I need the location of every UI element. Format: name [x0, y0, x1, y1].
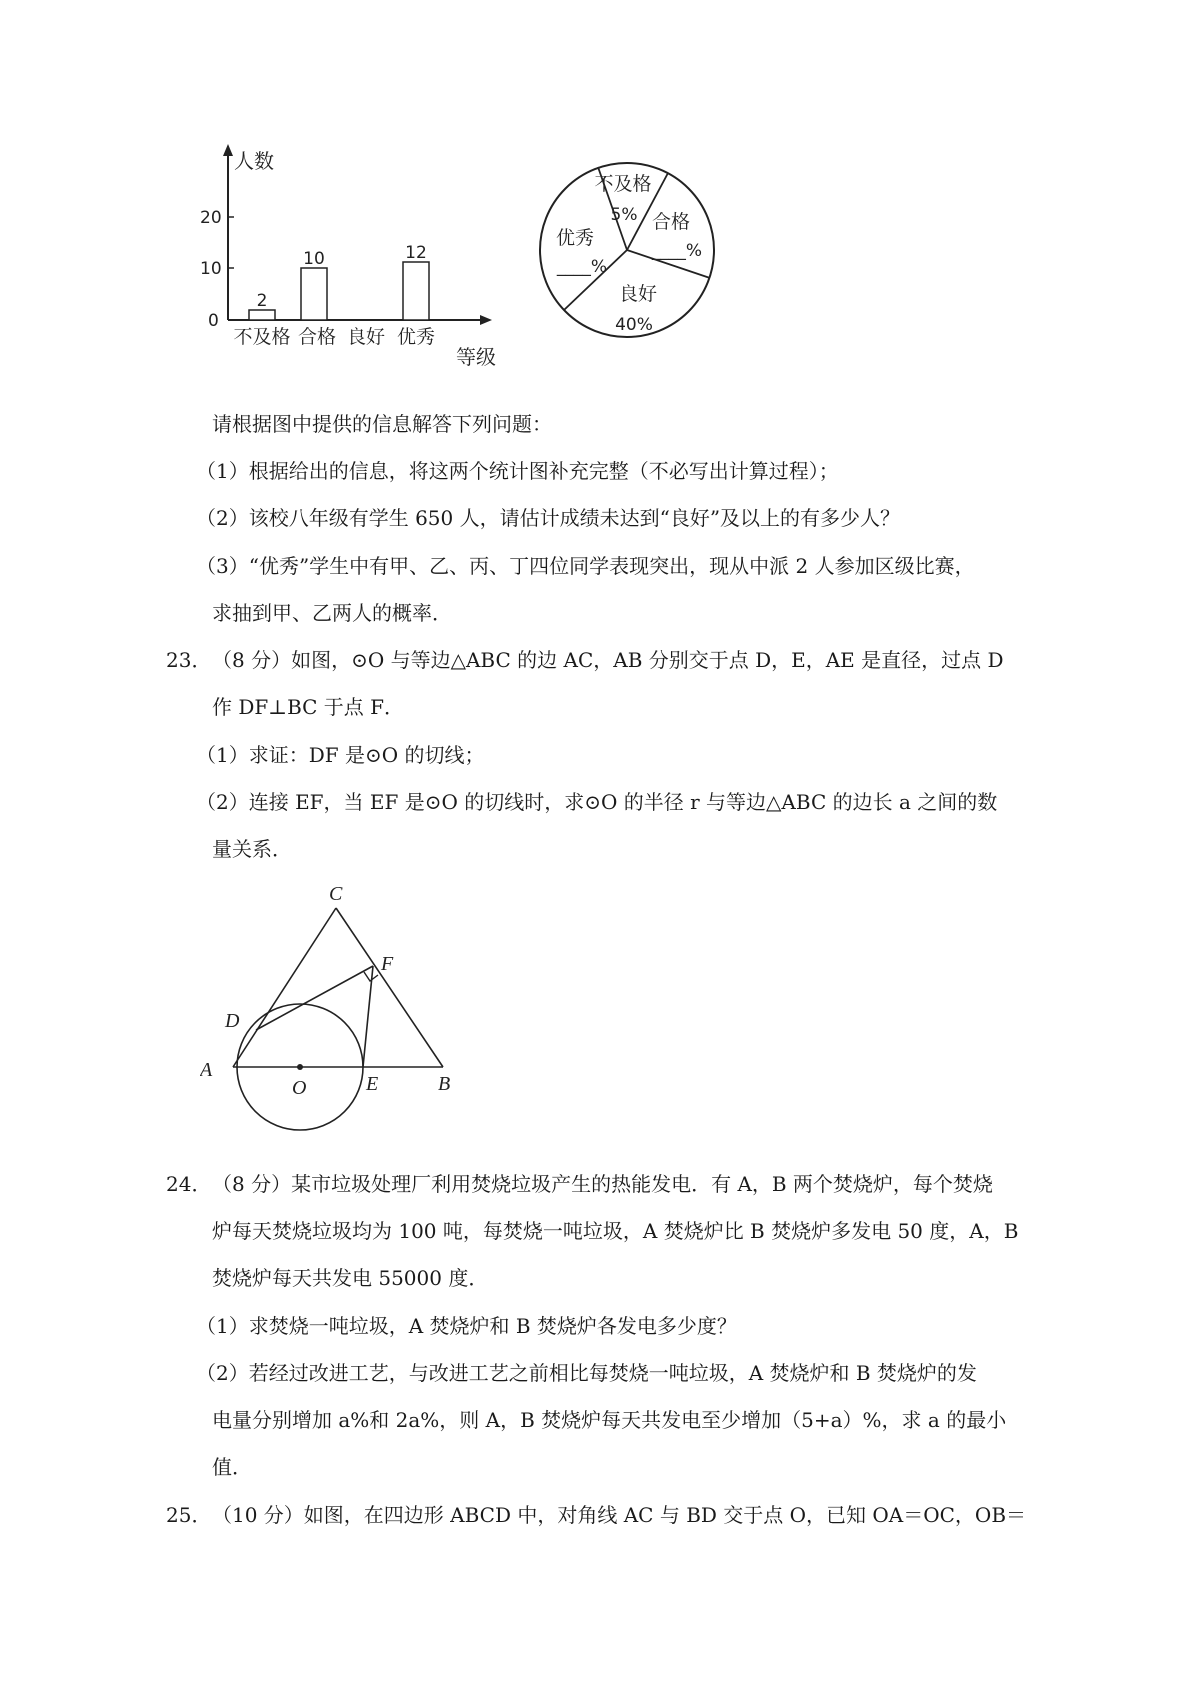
- q24-line1: （8 分）某市垃圾处理厂利用焚烧垃圾产生的热能发电．有 A，B 两个焚烧炉，每个焚烧: [212, 1172, 993, 1196]
- label-b: B: [438, 1073, 451, 1095]
- q23-number: 23．: [166, 648, 212, 672]
- y-axis-label: 人数: [234, 149, 274, 173]
- y-tick-label-0: 0: [208, 311, 219, 331]
- category-label-hege: 合格: [297, 326, 337, 348]
- side-ac: [233, 908, 336, 1067]
- bar-hege: [301, 268, 327, 320]
- bar-buqige: [249, 310, 275, 320]
- category-label-buqige: 不及格: [233, 326, 291, 348]
- right-angle-mark: [364, 972, 378, 981]
- segment-ef: [363, 966, 373, 1067]
- label-a: A: [200, 1059, 213, 1081]
- q25-number: 25．: [166, 1503, 212, 1527]
- label-e: E: [366, 1073, 379, 1095]
- pie-label-youxiu: 优秀: [555, 227, 595, 249]
- q22-part3-line2: 求抽到甲、乙两人的概率．: [212, 601, 452, 625]
- pie-label-lianghao: 良好: [618, 283, 658, 305]
- q24-part2-line2: 电量分别增加 a%和 2a%，则 A，B 焚烧炉每天共发电至少增加（5+a）%，求 a 的最小: [212, 1408, 1007, 1432]
- q23-line1: （8 分）如图，⊙O 与等边△ABC 的边 AC，AB 分别交于点 D，E，AE 是直径，过点 D: [212, 648, 1004, 672]
- q23-part1: （1）求证：DF 是⊙O 的切线；: [196, 743, 485, 767]
- category-label-youxiu: 优秀: [396, 326, 436, 348]
- pie-value-lianghao: 40%: [615, 315, 653, 335]
- q22-part1: （1）根据给出的信息，将这两个统计图补充完整（不必写出计算过程）；: [196, 459, 839, 483]
- label-o: O: [292, 1077, 307, 1099]
- y-tick-label-10: 10: [200, 259, 222, 279]
- pie-label-buqige: 不及格: [594, 173, 652, 195]
- pie-value-buqige: 5%: [610, 205, 638, 225]
- bar-value-label-buqige: 2: [256, 291, 268, 311]
- pie-value-youxiu: ____%: [556, 257, 608, 277]
- bar-chart: [200, 140, 520, 370]
- q24-number: 24．: [166, 1172, 212, 1196]
- q23-line2: 作 DF⊥BC 于点 F．: [212, 695, 405, 719]
- label-d: D: [225, 1010, 240, 1032]
- pie-value-hege: ____%: [651, 241, 703, 261]
- q24-part2-line3: 值．: [212, 1455, 252, 1479]
- pie-label-hege: 合格: [651, 211, 691, 233]
- q24-part1: （1）求焚烧一吨垃圾，A 焚烧炉和 B 焚烧炉各发电多少度？: [196, 1314, 737, 1338]
- x-axis-arrow: [480, 315, 492, 325]
- bar-value-label-youxiu: 12: [405, 243, 427, 263]
- side-bc: [336, 908, 443, 1067]
- q25-line1: （10 分）如图，在四边形 ABCD 中，对角线 AC 与 BD 交于点 O，已知 OA＝OC，OB＝: [212, 1503, 1027, 1527]
- segment-df: [256, 966, 373, 1030]
- q23-geometry-figure: [200, 880, 470, 1150]
- label-c: C: [329, 883, 343, 905]
- q22-part3-line1: （3）“优秀”学生中有甲、乙、丙、丁四位同学表现突出，现从中派 2 人参加区级比赛，: [196, 554, 975, 578]
- q24-part2-line1: （2）若经过改进工艺，与改进工艺之前相比每焚烧一吨垃圾，A 焚烧炉和 B 焚烧炉的发: [196, 1361, 977, 1385]
- label-f: F: [381, 953, 394, 975]
- pie-chart: [530, 150, 720, 350]
- q24-line2: 炉每天焚烧垃圾均为 100 吨，每焚烧一吨垃圾，A 焚烧炉比 B 焚烧炉多发电 50 度，A，B: [212, 1219, 1019, 1243]
- bar-youxiu: [403, 262, 429, 320]
- q23-part2-line2: 量关系．: [212, 837, 292, 861]
- q22-part2: （2）该校八年级有学生 650 人，请估计成绩未达到“良好”及以上的有多少人？: [196, 506, 901, 530]
- y-tick-label-20: 20: [200, 208, 222, 228]
- q23-part2-line1: （2）连接 EF，当 EF 是⊙O 的切线时，求⊙O 的半径 r 与等边△ABC 的边长 a 之间的数: [196, 790, 998, 814]
- y-axis-arrow: [223, 144, 233, 156]
- category-label-lianghao: 良好: [346, 326, 386, 348]
- x-axis-label: 等级: [456, 345, 496, 369]
- bar-value-label-hege: 10: [303, 249, 325, 269]
- q22-intro: 请根据图中提供的信息解答下列问题：: [212, 412, 552, 436]
- q24-line3: 焚烧炉每天共发电 55000 度．: [212, 1266, 489, 1290]
- center-dot: [297, 1064, 303, 1070]
